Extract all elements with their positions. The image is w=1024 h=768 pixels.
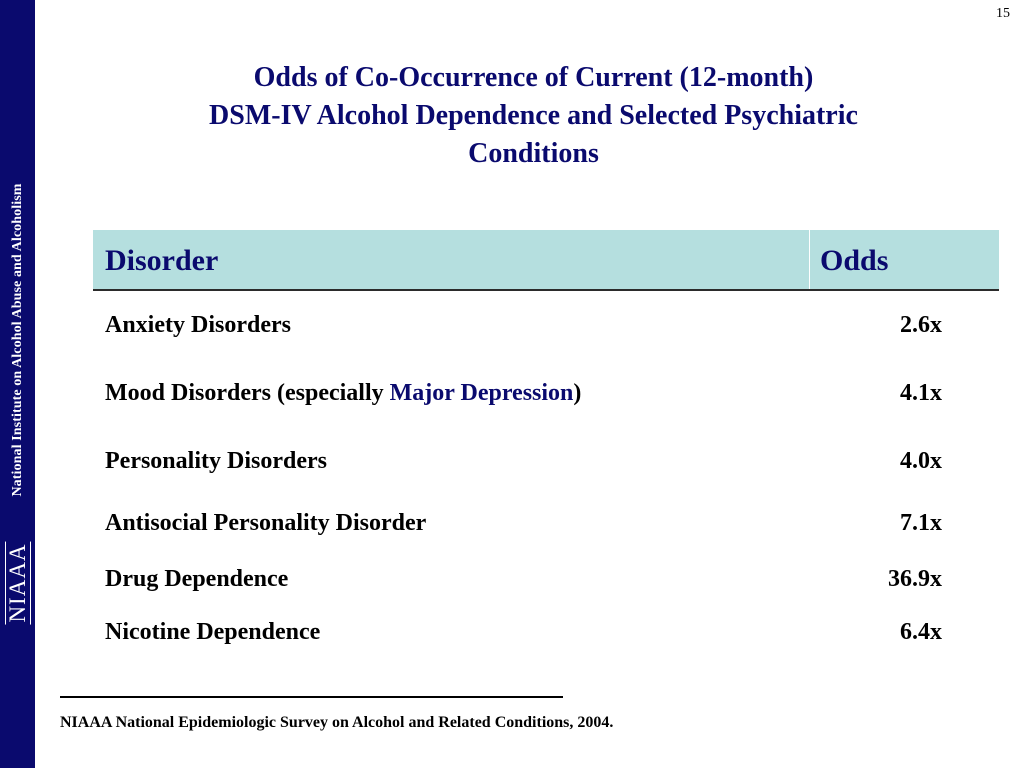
- footnote-divider: [60, 696, 563, 698]
- table-row: [93, 561, 999, 597]
- table-row: [93, 614, 999, 650]
- row-disorder-highlight: Major Depression: [389, 380, 574, 406]
- table-row: [93, 375, 999, 411]
- title-line-3: Conditions: [468, 138, 599, 169]
- niaaa-logo: NIAAA: [5, 543, 30, 623]
- row-odds: 4.1x: [900, 380, 942, 406]
- organization-name: National Institute on Alcohol Abuse and Alcoholism: [10, 183, 25, 497]
- row-disorder: Antisocial Personality Disorder: [105, 510, 427, 536]
- slide-title: [60, 59, 1007, 173]
- odds-table: [93, 230, 999, 645]
- row-disorder: Anxiety Disorders: [105, 312, 291, 338]
- row-odds: 36.9x: [888, 566, 942, 592]
- page-number: 15: [996, 6, 1010, 21]
- header-odds: Odds: [820, 244, 889, 277]
- column-divider: [809, 230, 810, 289]
- sidebar: [0, 0, 35, 768]
- row-odds: 6.4x: [900, 619, 942, 645]
- row-odds: 4.0x: [900, 448, 942, 474]
- row-disorder: Personality Disorders: [105, 448, 327, 474]
- title-line-2: DSM-IV Alcohol Dependence and Selected Psychiatric: [209, 100, 858, 131]
- row-disorder: [105, 375, 581, 411]
- row-disorder: Nicotine Dependence: [105, 619, 321, 645]
- row-odds: 7.1x: [900, 510, 942, 536]
- row-disorder-suffix: ): [573, 380, 582, 406]
- row-disorder-prefix: Mood Disorders (especially: [105, 380, 390, 406]
- row-odds: 2.6x: [900, 312, 942, 338]
- footnote: NIAAA National Epidemiologic Survey on Alcohol and Related Conditions, 2004.: [60, 714, 614, 731]
- table-row: [93, 505, 999, 541]
- row-disorder: Drug Dependence: [105, 566, 289, 592]
- table-row: [93, 443, 999, 479]
- table-header-row: [93, 230, 999, 291]
- table-row: [93, 307, 999, 343]
- title-line-1: Odds of Co-Occurrence of Current (12-month): [253, 62, 814, 93]
- header-disorder: Disorder: [105, 244, 219, 277]
